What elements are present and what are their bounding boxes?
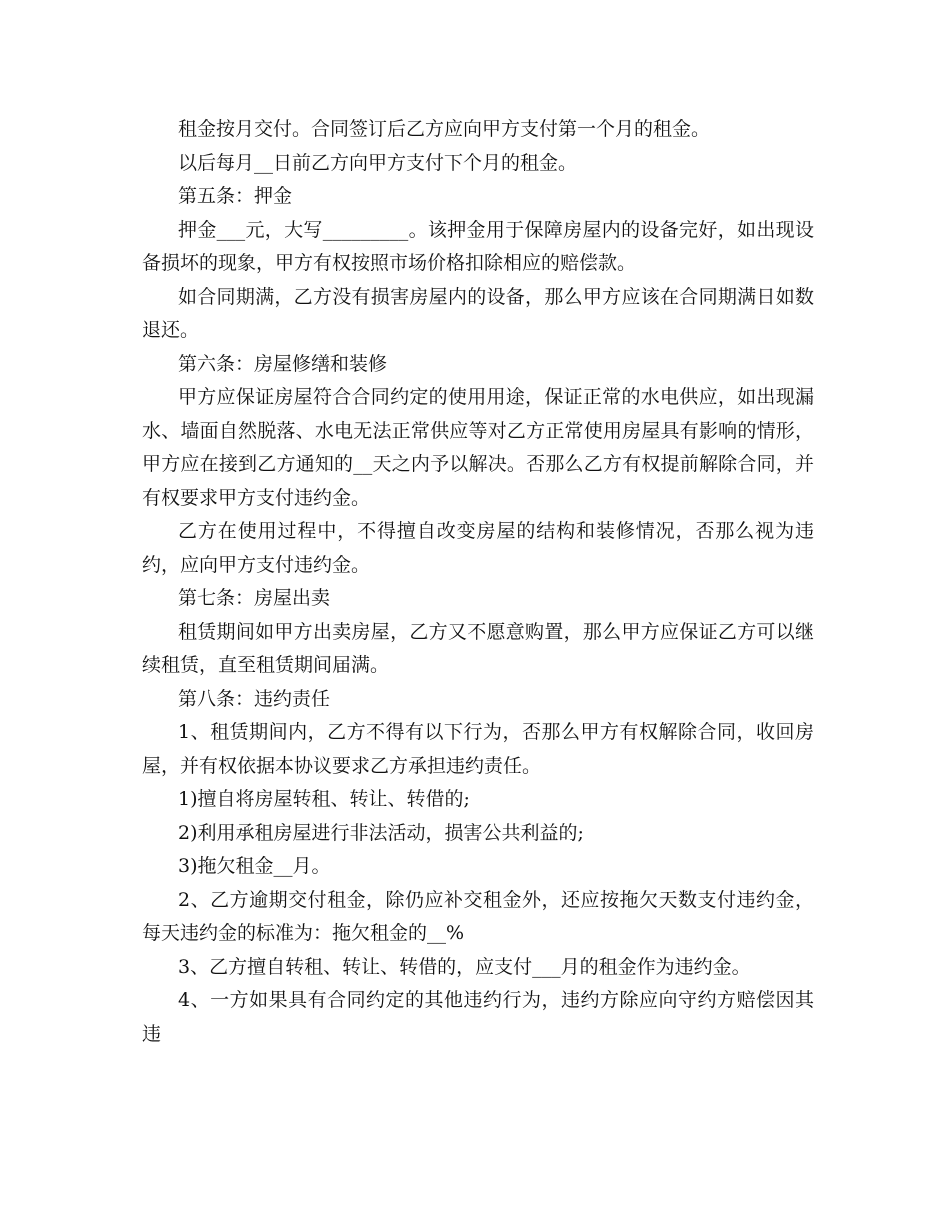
clause-8-1-item-3: 3)拖欠租金__月。 (178, 855, 331, 877)
article-6-heading: 第六条：房屋修缮和装修 (178, 352, 388, 375)
article-7-heading: 第七条：房屋出卖 (178, 587, 331, 609)
paragraph-deposit-refund: 如合同期满，乙方没有损害房屋内的设备，那么甲方应该在合同期满日如数退还。 (142, 285, 814, 341)
clause-8-1-item-2: 2)利用承租房屋进行非法活动，损害公共利益的; (178, 821, 584, 844)
article-8-heading: 第八条：违约责任 (178, 687, 331, 710)
clause-8-4: 4、一方如果具有合同约定的其他违约行为，违约方除应向守约方赔偿因其违 (142, 989, 814, 1045)
clause-8-1-item-1: 1)擅自将房屋转租、转让、转借的; (178, 788, 470, 810)
paragraph-deposit-amount: 押金___元，大写_________。该押金用于保障房屋内的设备完好，如出现设备损坏的现象，甲方有权按照市场价格扣除相应的赔偿款。 (142, 218, 814, 274)
paragraph-house-sale: 租赁期间如甲方出卖房屋，乙方又不愿意购置，那么甲方应保证乙方可以继续租赁，直至租赁期间届满。 (142, 620, 814, 676)
clause-8-1: 1、租赁期间内，乙方不得有以下行为，否那么甲方有权解除合同，收回房屋，并有权依据本协议要求乙方承担违约责任。 (142, 721, 814, 777)
clause-8-3: 3、乙方擅自转租、转让、转借的，应支付___月的租金作为违约金。 (178, 955, 751, 978)
paragraph-landlord-repair: 甲方应保证房屋符合合同约定的使用用途，保证正常的水电供应，如出现漏水、墙面自然脱落、水电无法正常供应等对乙方正常使用房屋具有影响的情形，甲方应在接到乙方通知的__天之内予以解决。否那么乙方有权提前解除合同，并有权要求甲方支付违约金。 (142, 386, 814, 509)
paragraph-monthly-payment: 以后每月__日前乙方向甲方支付下个月的租金。 (178, 151, 578, 174)
article-5-heading: 第五条：押金 (178, 185, 293, 207)
paragraph-tenant-alteration: 乙方在使用过程中，不得擅自改变房屋的结构和装修情况，否那么视为违约，应向甲方支付违约金。 (142, 520, 814, 576)
clause-8-2: 2、乙方逾期交付租金，除仍应补交租金外，还应按拖欠天数支付违约金，每天违约金的标准为：拖欠租金的__% (142, 888, 814, 944)
paragraph-rent-payment: 租金按月交付。合同签订后乙方应向甲方支付第一个月的租金。 (178, 118, 711, 140)
document-body (142, 113, 814, 1051)
